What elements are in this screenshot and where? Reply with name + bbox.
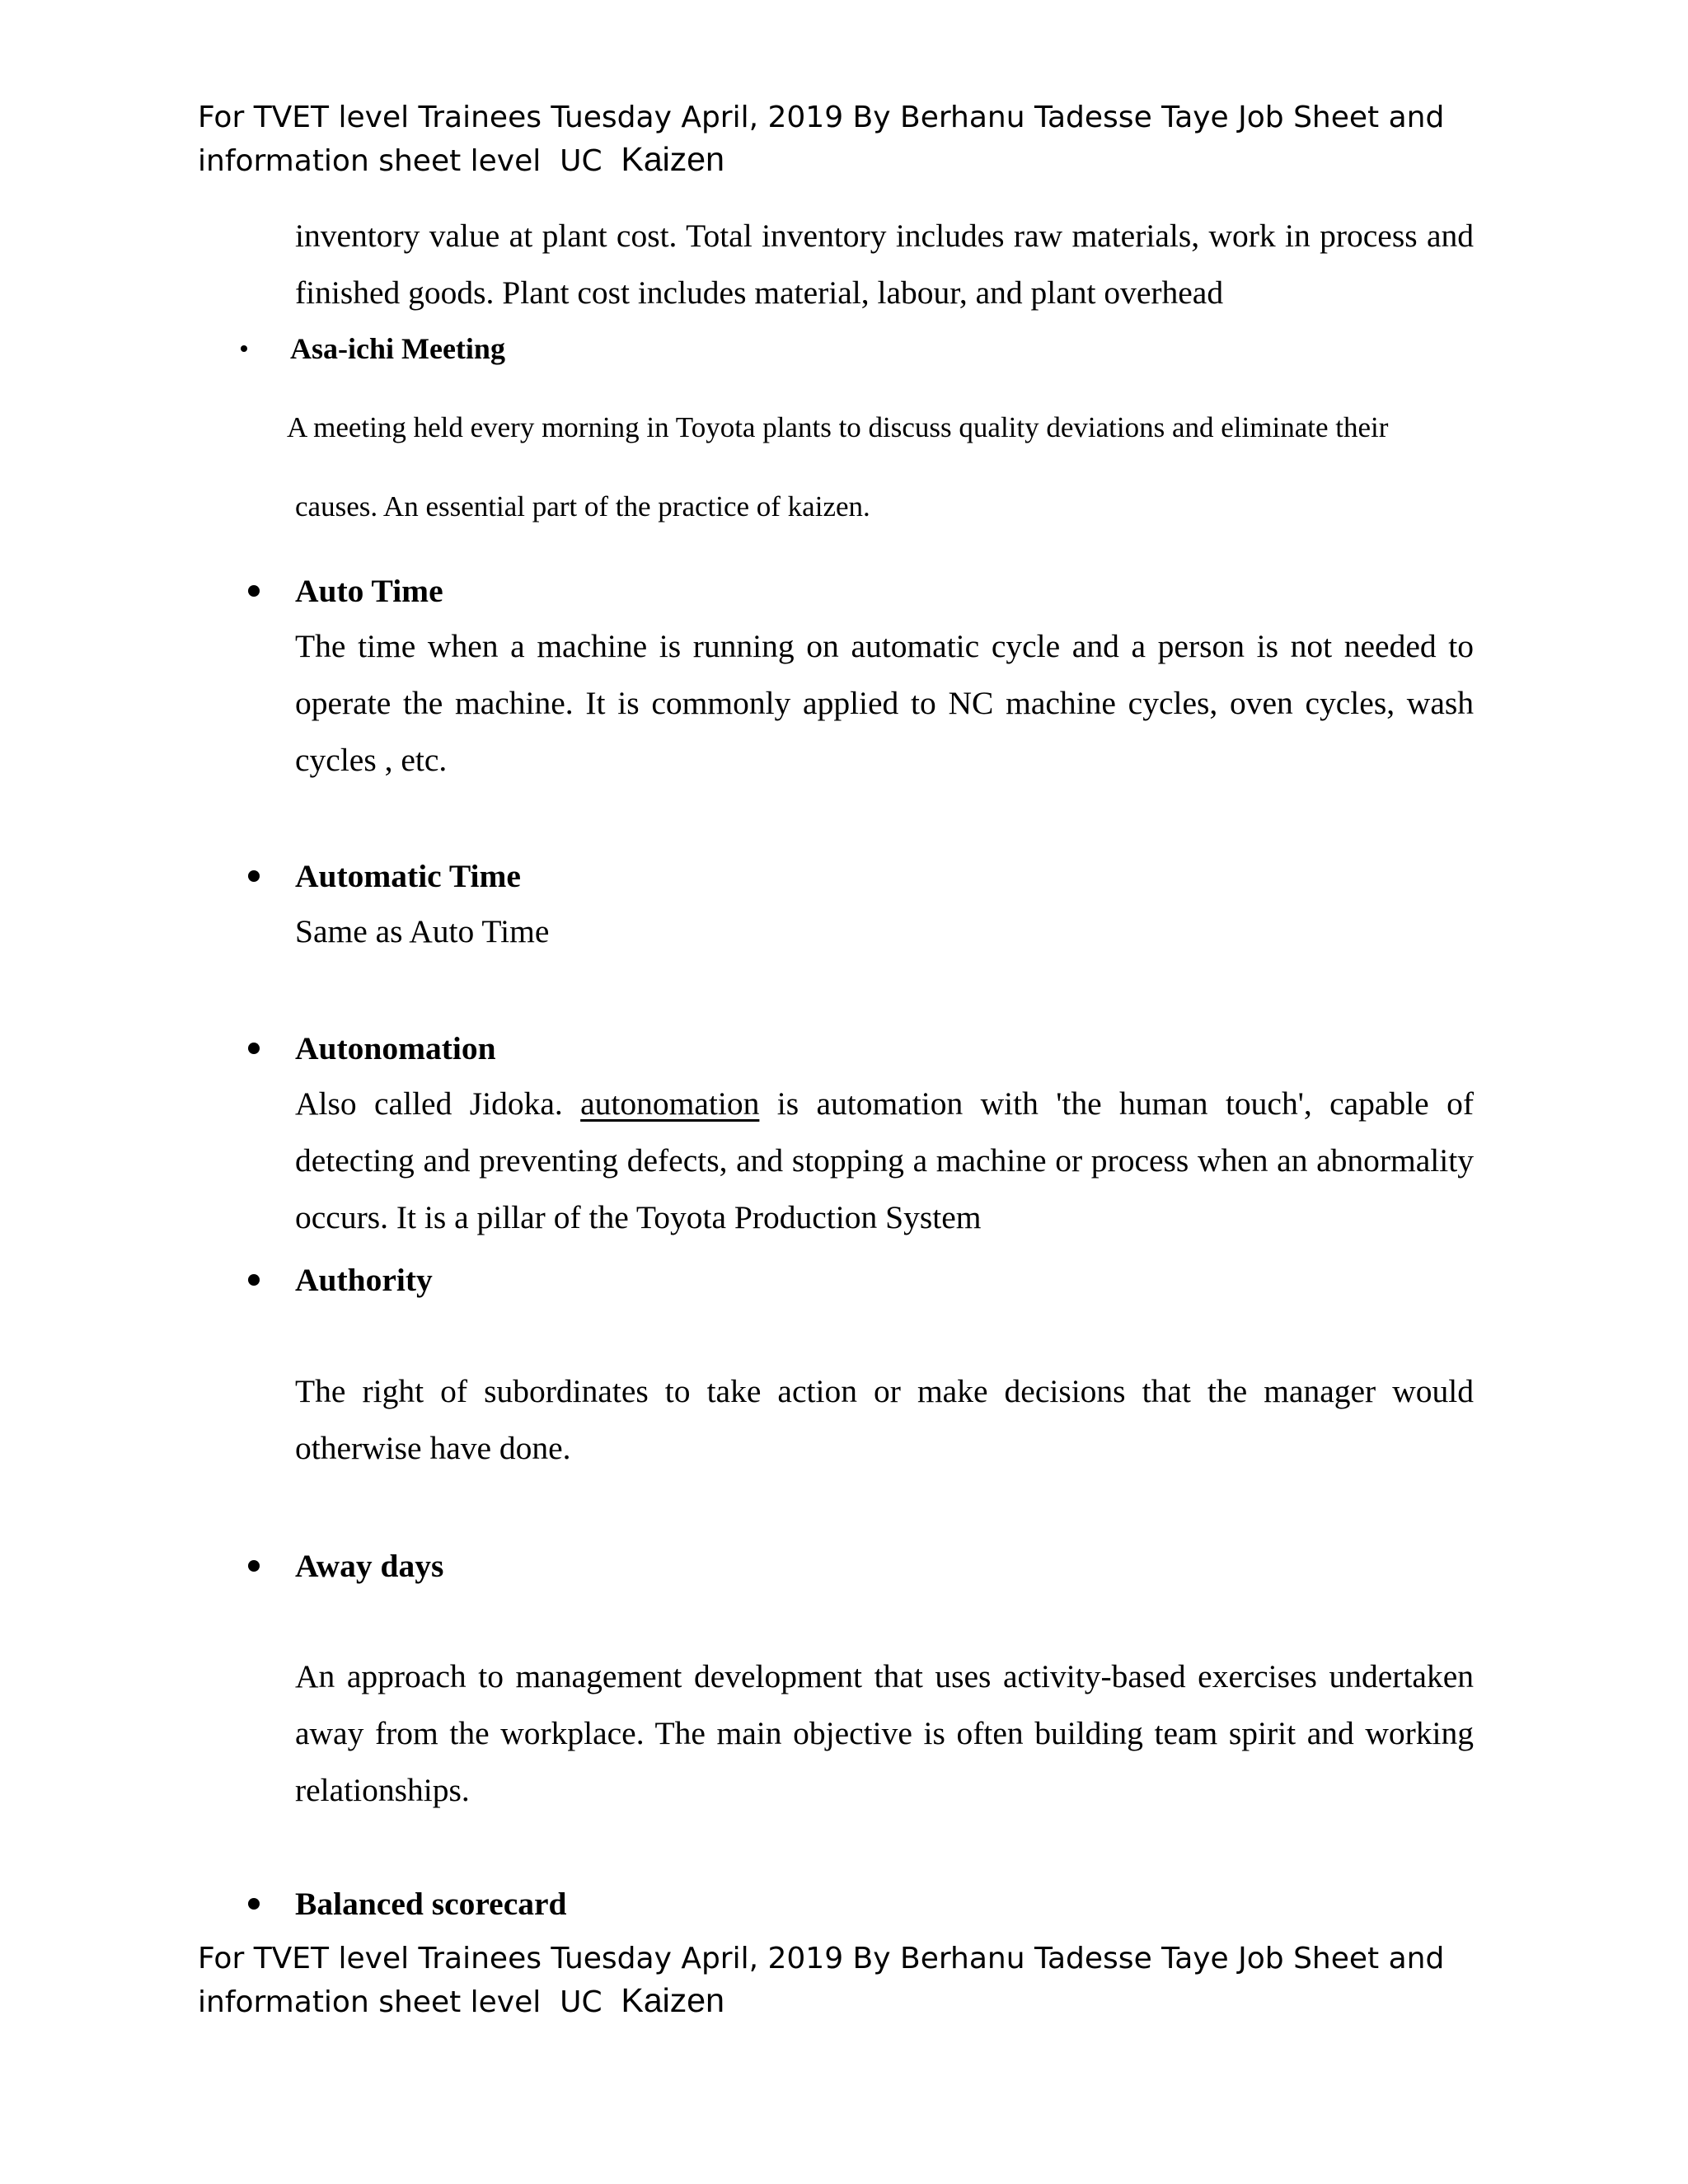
header-line-2: [198, 138, 1599, 182]
term-asa-ichi-meeting: Asa-ichi Meeting: [290, 332, 505, 365]
bullet-icon: [246, 1545, 262, 1586]
page-footer: [198, 1938, 1599, 2023]
intro-paragraph: inventory value at plant cost. Total inventory includes raw materials, work in process and finished goods. Plant cost includes material, labour, and plant overhead: [295, 218, 1474, 311]
footer-line-2-prefix: information sheet level UC: [198, 1985, 621, 2019]
header-line-2-prefix: information sheet level UC: [198, 144, 621, 178]
auto-time-definition: The time when a machine is running on automatic cycle and a person is not needed to operate the machine. It is commonly applied to NC machine cycles, oven cycles, wash cycles , etc.: [295, 628, 1474, 778]
footer-line-1: For TVET level Trainees Tuesday April, 2019 By Berhanu Tadesse Taye Job Sheet and: [198, 1942, 1445, 1975]
term-automatic-time: Automatic Time: [295, 858, 521, 894]
away-days-definition: An approach to management development that uses activity-based exercises undertaken away from the workplace. The main objective is often building team spirit and working relationships.: [295, 1658, 1474, 1808]
autonomation-definition: [295, 1076, 1474, 1246]
term-balanced-scorecard: Balanced scorecard: [295, 1886, 567, 1922]
footer-line-2: [198, 1980, 1599, 2023]
autonomation-text-before: Also called Jidoka.: [295, 1085, 581, 1122]
bullet-icon: [246, 570, 262, 612]
page-header: [198, 97, 1599, 182]
authority-definition: The right of subordinates to take action or make decisions that the manager would otherwise have done.: [295, 1373, 1474, 1466]
asa-ichi-definition-line-1: A meeting held every morning in Toyota plants to discuss quality deviations and eliminate their: [287, 411, 1389, 443]
bullet-icon: [246, 1883, 262, 1924]
term-autonomation: Autonomation: [295, 1030, 496, 1066]
automatic-time-definition: Same as Auto Time: [295, 913, 550, 949]
autonomation-link[interactable]: autonomation: [580, 1085, 760, 1122]
term-away-days: Away days: [295, 1548, 444, 1584]
bullet-icon: [246, 1028, 262, 1069]
bullet-icon: [236, 328, 252, 369]
bullet-icon: [246, 855, 262, 897]
footer-uc-title: Kaizen: [621, 1981, 724, 2019]
header-uc-title: Kaizen: [621, 140, 724, 178]
autonomation-text-after: is automation with 'the human touch', capable of detecting and preventing defects, and stopping a machine or process when an abnormality occurs. It is a pillar of the Toyota Production System: [295, 1085, 1475, 1235]
term-authority: Authority: [295, 1262, 433, 1298]
term-auto-time: Auto Time: [295, 573, 443, 609]
asa-ichi-definition-line-2: causes. An essential part of the practice of kaizen.: [295, 490, 870, 523]
bullet-icon: [246, 1259, 262, 1301]
header-line-1: For TVET level Trainees Tuesday April, 2019 By Berhanu Tadesse Taye Job Sheet and: [198, 101, 1445, 134]
